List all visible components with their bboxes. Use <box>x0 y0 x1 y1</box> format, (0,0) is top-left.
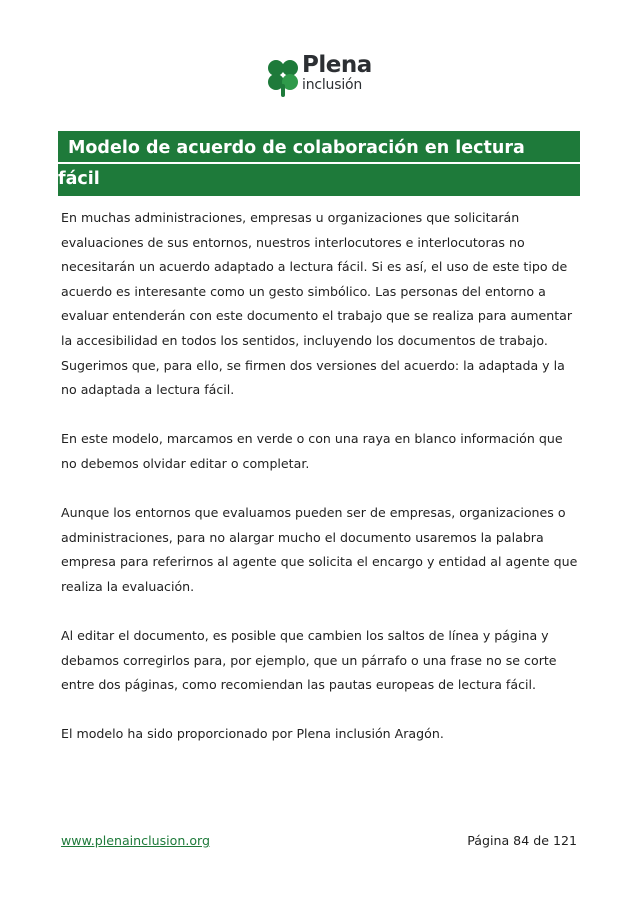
page-title-line-1: Modelo de acuerdo de colaboración en lectura <box>58 134 580 164</box>
page-title <box>58 131 580 196</box>
page-number: Página 84 de 121 <box>467 833 577 848</box>
paragraph-5: El modelo ha sido proporcionado por Plena inclusión Aragón. <box>61 726 444 742</box>
page-title-line-2: fácil <box>58 169 100 189</box>
logo-name: Plena <box>302 52 372 78</box>
paragraph-2: En este modelo, marcamos en verde o con una raya en blanco información que no debemos olvidar editar o completar. <box>61 431 563 471</box>
page-footer <box>61 832 577 850</box>
footer-url-link[interactable]: www.plenainclusion.org <box>61 833 210 848</box>
plena-inclusion-logo <box>266 52 376 100</box>
paragraph-1: En muchas administraciones, empresas u organizaciones que solicitarán evaluaciones de sus entornos, nuestros interlocutores e interlocutoras no necesitarán un acuerdo adaptado a lectura fácil. Si es así, el uso de este tipo de acuerdo es interesante como un gesto simbólico. Las personas del entorno a evaluar entenderán con este documento el trabajo que se realiza para aumentar la accesibilidad en todos los sentidos, incluyendo los documentos de trabajo. Sugerimos que, para ello, se firmen dos versiones del acuerdo: la adaptada y la no adaptada a lectura fácil. <box>61 210 573 398</box>
paragraph-3: Aunque los entornos que evaluamos pueden ser de empresas, organizaciones o administraciones, para no alargar mucho el documento usaremos la palabra empresa para referirnos al agente que solicita el encargo y entidad al agente que realiza la evaluación. <box>61 505 578 594</box>
clover-icon <box>266 58 300 98</box>
logo-subtitle: inclusión <box>302 77 363 93</box>
paragraph-4: Al editar el documento, es posible que cambien los saltos de línea y página y debamos corregirlos para, por ejemplo, que un párrafo o una frase no se corte entre dos páginas, como recomiendan las pautas europeas de lectura fácil. <box>61 628 557 693</box>
document-body <box>61 206 581 772</box>
